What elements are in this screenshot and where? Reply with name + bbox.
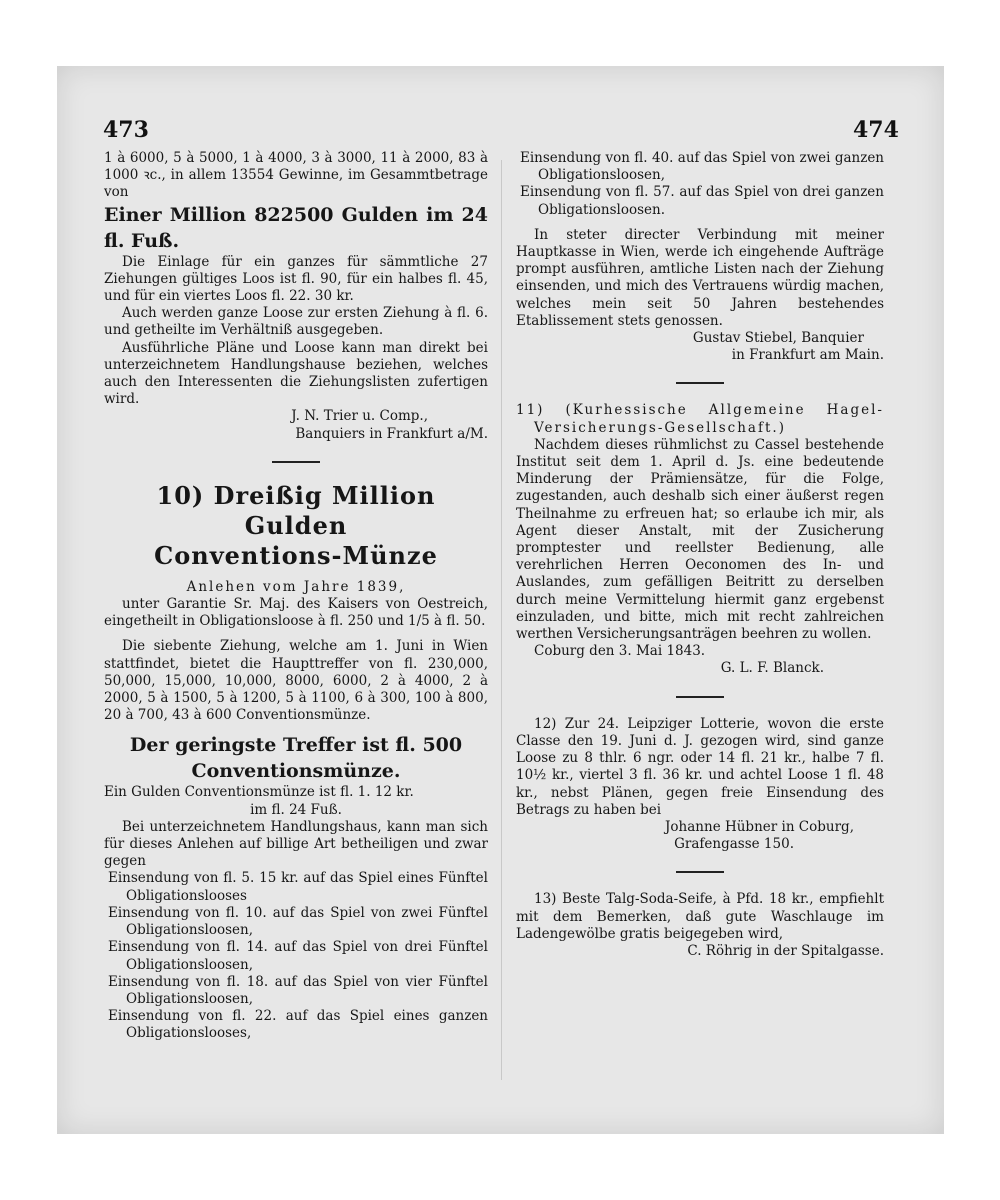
signature: C. Röhrig in der Spitalgasse.	[687, 942, 884, 959]
tickets-paragraph: Auch werden ganze Loose zur ersten Ziehung à fl. 6. und getheilte im Verhältniß ausgegeben.	[104, 305, 488, 339]
payment-item: Einsendung von fl. 57. auf das Spiel von drei ganzen Obligationsloosen.	[520, 184, 884, 218]
signature-line-1: Gustav Stiebel, Banquier	[692, 330, 864, 347]
participation-paragraph: Bei unterzeichnetem Handlungshaus, kann man sich für dieses Anlehen auf billige Art betheiligen und zwar gegen	[104, 818, 488, 870]
soap-paragraph: 13) Beste Talg-Soda-Seife, à Pfd. 18 kr., empfiehlt mit dem Bemerken, daß gute Waschlauge im Ladengewölbe gratis beigegeben wird,	[516, 891, 884, 942]
signature: G. L. F. Blanck.	[720, 660, 824, 677]
exchange-rate: Ein Gulden Conventionsmünze ist fl. 1. 12 kr.	[104, 784, 414, 801]
page-number-right: 474	[853, 117, 899, 143]
lottery-paragraph: 12) Zur 24. Leipziger Lotterie, wovon die erste Classe den 19. Juni d. J. gezogen wird, sind ganze Loose zu 8 thlr. 6 ngr. oder 14 fl. 21 kr., halbe 7 fl. 10½ kr., viertel 3 fl. 36 kr. und achtel Loose 1 fl. 48 kr., nebst Plänen, gegen freie Einsendung des Betrags zu haben bei	[516, 715, 884, 818]
payment-item: Einsendung von fl. 40. auf das Spiel von zwei ganzen Obligationsloosen,	[520, 150, 884, 184]
ad-10-subtitle: Conventions-Münze	[154, 540, 438, 570]
page-number-left: 473	[103, 117, 149, 143]
payment-item: Einsendung von fl. 18. auf das Spiel von vier Fünftel Obligationsloosen,	[108, 973, 488, 1007]
signature-line-1: J. N. Trier u. Comp.,	[291, 408, 428, 425]
total-headline: Einer Million 822500 Gulden im 24 fl. Fuß.	[104, 203, 488, 252]
left-column	[104, 150, 488, 1043]
stake-paragraph: Die Einlage für ein ganzes für sämmtliche 27 Ziehungen gültiges Loos ist fl. 90, für ein halbes fl. 45, und für ein viertes Loos fl. 22. 30 kr.	[104, 253, 488, 305]
payment-item: Einsendung von fl. 10. auf das Spiel von zwei Fünftel Obligationsloosen,	[108, 904, 488, 939]
insurance-paragraph: Nachdem dieses rühmlichst zu Cassel bestehende Institut seit dem 1. April d. Js. eine bedeutende Minderung der Prämiensätze, für die Folge, zugestanden, auch deshalb sich einer äußerst regen Theilnahme zu erfreuen hat; so erlaube ich mir, als Agent dieser Anstalt, mit der Zusicherung promptester und reellster Bedienung, alle verehrlichen Herren Oeconomen des In- und Auslandes, zum gefälligen Beitritt zu derselben durch meine Vermittelung hiermit ganz ergebenst einzuladen, und bitte, mich mit recht zahlreichen werthen Versicherungsanträgen beehren zu wollen.	[516, 436, 884, 643]
loan-guarantee: unter Garantie Sr. Maj. des Kaisers von Oestreich, eingetheilt in Obligationsloose à fl. 250 und 1/5 à fl. 50.	[104, 596, 488, 630]
payment-item: Einsendung von fl. 5. 15 kr. auf das Spiel eines Fünftel Obligationslooses	[108, 870, 488, 904]
ad-10-title: 10) Dreißig Million Gulden	[156, 480, 436, 540]
prize-list: 1 à 6000, 5 à 5000, 1 à 4000, 3 à 3000, 11 à 2000, 83 à 1000 ꝛc., in allem 13554 Gewinne, im Gesammtbetrage von	[104, 150, 488, 201]
exchange-rate-standard: im fl. 24 Fuß.	[250, 801, 342, 818]
drawing-paragraph: Die siebente Ziehung, welche am 1. Juni in Wien stattfindet, bietet die Haupttreffer von fl. 230,000, 50,000, 15,000, 10,000, 8000, 6000, 2 à 4000, 2 à 2000, 5 à 1500, 5 à 1200, 5 à 1100, 6 à 300, 100 à 800, 20 à 700, 43 à 600 Conventionsmünze.	[104, 638, 488, 724]
connection-paragraph: In steter directer Verbindung mit meiner Hauptkasse in Wien, werde ich eingehende Aufträge prompt ausführen, amtliche Listen nach der Ziehung einsenden, und mich des Vertrauens würdig machen, welches mein seit 50 Jahren bestehendes Etablissement stets genossen.	[516, 226, 884, 329]
signature-line-2: Grafengasse 150.	[674, 836, 794, 853]
column-gutter	[501, 160, 502, 1080]
payment-item: Einsendung von fl. 22. auf das Spiel eines ganzen Obligationslooses,	[108, 1008, 488, 1042]
loan-year: Anlehen vom Jahre 1839,	[186, 578, 406, 595]
right-column	[516, 150, 884, 960]
signature-line-2: in Frankfurt am Main.	[731, 347, 884, 364]
signature-line-1: Johanne Hübner in Coburg,	[665, 818, 854, 835]
plans-paragraph: Ausführliche Pläne und Loose kann man direkt bei unterzeichnetem Handlungshause beziehen, welches auch den Interessenten die Ziehungslisten zufertigen wird.	[104, 339, 488, 408]
payment-item: Einsendung von fl. 14. auf das Spiel von drei Fünftel Obligationsloosen,	[108, 939, 488, 973]
signature-line-2: Banquiers in Frankfurt a/M.	[295, 425, 488, 442]
date-line: Coburg den 3. Mai 1843.	[534, 643, 706, 660]
min-prize-headline: Der geringste Treffer ist fl. 500	[129, 734, 463, 757]
min-prize-subline: Conventionsmünze.	[191, 760, 401, 783]
ad-11-title: 11) (Kurhessische Allgemeine Hagel-Versicherungs-Gesellschaft.)	[516, 402, 884, 436]
